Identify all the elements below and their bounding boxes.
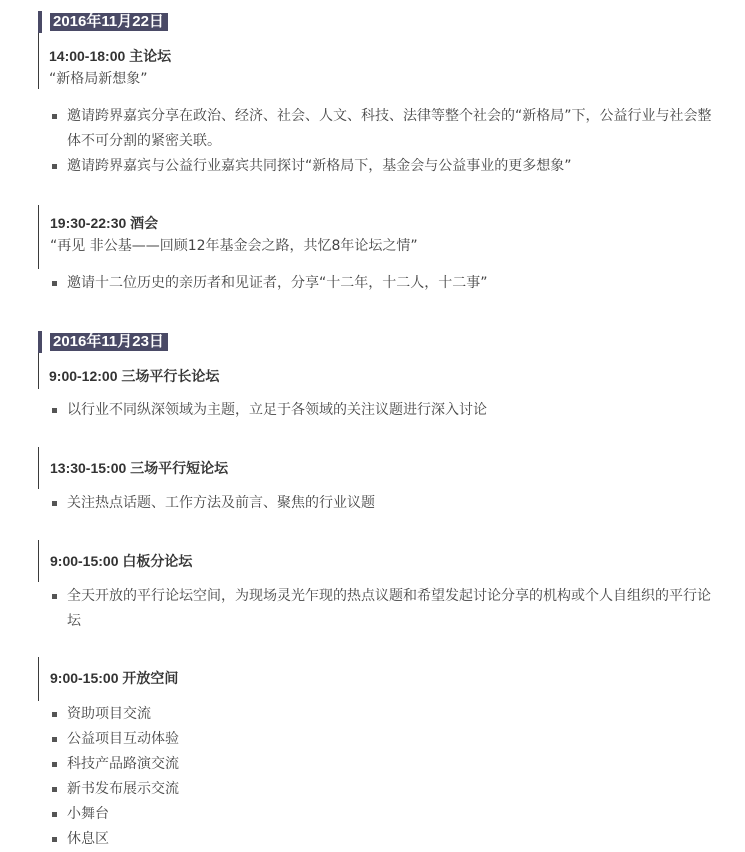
session-title: 9:00-15:00 开放空间 <box>50 670 179 686</box>
session-short-forums <box>38 447 228 489</box>
bullet-list <box>52 271 717 296</box>
bullet-square-icon <box>52 408 57 413</box>
bullet-list <box>52 702 717 852</box>
bullet-square-icon <box>52 594 57 599</box>
bullet-list <box>52 104 717 179</box>
list-item: 休息区 <box>52 827 717 852</box>
session-title: 9:00-15:00 白板分论坛 <box>50 553 193 569</box>
session-whiteboard-forum <box>38 540 192 582</box>
date-accent-bar <box>38 11 42 33</box>
session-subtitle: “再见 非公基——回顾12年基金会之路，共忆8年论坛之情” <box>50 238 418 254</box>
bullet-square-icon <box>52 762 57 767</box>
list-item: 科技产品路演交流 <box>52 752 717 777</box>
bullet-list <box>52 491 717 516</box>
session-title: 13:30-15:00 三场平行短论坛 <box>50 460 229 476</box>
list-item: 小舞台 <box>52 802 717 827</box>
session-title: 14:00-18:00 主论坛 <box>49 48 172 64</box>
date-badge: 2016年11月22日 <box>50 13 168 31</box>
date-accent-bar <box>38 331 42 353</box>
bullet-square-icon <box>52 712 57 717</box>
list-item: 资助项目交流 <box>52 702 717 727</box>
bullet-square-icon <box>52 114 57 119</box>
list-item: 邀请跨界嘉宾与公益行业嘉宾共同探讨“新格局下，基金会与公益事业的更多想象” <box>52 154 717 179</box>
bullet-list <box>52 584 717 634</box>
list-item: 邀请十二位历史的亲历者和见证者，分享“十二年，十二人，十二事” <box>52 271 717 296</box>
list-item: 全天开放的平行论坛空间，为现场灵光乍现的热点议题和希望发起讨论分享的机构或个人自组织的平行论坛 <box>52 584 717 634</box>
list-item: 新书发布展示交流 <box>52 777 717 802</box>
session-reception <box>38 205 418 269</box>
bullet-square-icon <box>52 837 57 842</box>
list-item: 以行业不同纵深领域为主题，立足于各领域的关注议题进行深入讨论 <box>52 398 717 423</box>
list-item: 关注热点话题、工作方法及前言、聚焦的行业议题 <box>52 491 717 516</box>
session-subtitle: “新格局新想象” <box>49 71 148 87</box>
list-item: 公益项目互动体验 <box>52 727 717 752</box>
session-title: 19:30-22:30 酒会 <box>50 215 159 231</box>
session-long-forums <box>38 366 219 386</box>
bullet-square-icon <box>52 281 57 286</box>
session-main-forum <box>38 46 171 89</box>
session-open-space <box>38 657 178 701</box>
bullet-square-icon <box>52 812 57 817</box>
bullet-square-icon <box>52 164 57 169</box>
session-title: 9:00-12:00 三场平行长论坛 <box>49 368 220 384</box>
bullet-square-icon <box>52 787 57 792</box>
list-item: 邀请跨界嘉宾分享在政治、经济、社会、人文、科技、法律等整个社会的“新格局”下，公益行业与社会整体不可分割的紧密关联。 <box>52 104 717 154</box>
bullet-list <box>52 398 717 423</box>
bullet-square-icon <box>52 501 57 506</box>
date-badge: 2016年11月23日 <box>50 333 168 351</box>
bullet-square-icon <box>52 737 57 742</box>
